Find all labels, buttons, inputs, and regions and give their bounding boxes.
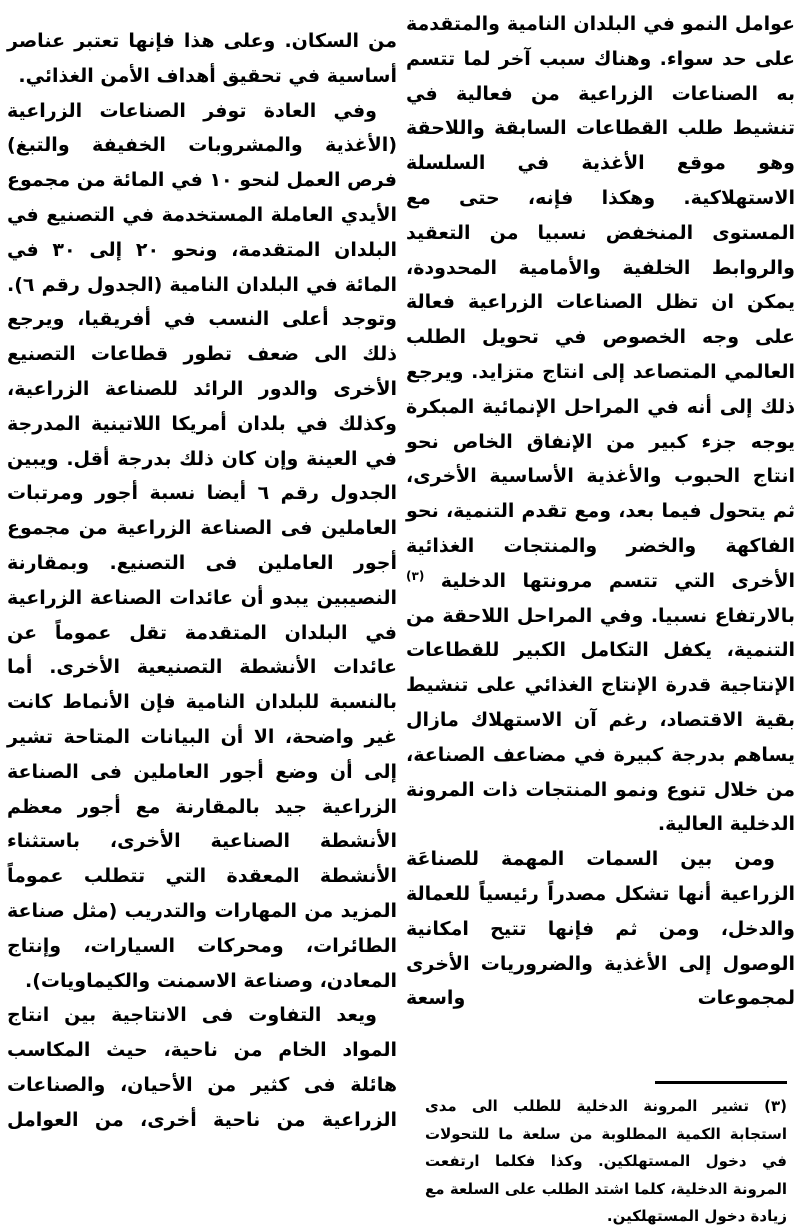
footnote-reference: (٣)	[406, 568, 425, 583]
body-paragraph: من السكان. وعلى هذا فإنها تعتبر عناصر أساسية في تحقيق أهداف الأمن الغذائي.	[7, 30, 397, 87]
footnote-text: تشير المرونة الدخلية للطلب الى مدى استجابة الكمية المطلوبة من سلعة ما للتحولات في دخول المستهلكين. وكذا فكلما ارتفعت المرونة الدخلية، كلما اشتد الطلب على السلعة مع زيادة دخول المستهلكين.	[425, 1097, 787, 1225]
footnote-marker: (٣)	[764, 1097, 787, 1115]
footnote-separator	[655, 1081, 787, 1084]
body-paragraph: ومن بين السمات المهمة للصناعَة الزراعية أنها تشكل مصدراً رئيسياً للعمالة والدخل، ومن ثم فإنها تتيح امكانية الوصول إلى الأغذية والضروريات الأخرى لمجموعات واسعة	[406, 848, 795, 1010]
text-column-left	[7, 24, 397, 1138]
paragraph-text: بالارتفاع نسبيا. وفي المراحل اللاحقة من التنمية، يكفل التكامل الكبير للقطاعات الإنتاجية قدرة الإنتاج الغذائي على تنشيط بقية الاقتصاد، رغم آن الاستهلاك مازال يساهم بدرجة كبيرة في مضاعف الصناعة، من خلال تنوع ونمو المنتجات ذات المرونة الدخلية العالية.	[406, 604, 795, 836]
footnote-block	[425, 1081, 787, 1231]
body-paragraph: وفي العادة توفر الصناعات الزراعية (الأغذية والمشروبات الخفيفة والتبغ) فرص العمل لنحو ١٠ في المائة من مجموع الأيدي العاملة المستخدمة في التصنيع في البلدان المتقدمة، ونحو ٢٠ إلى ٣٠ في المائة في البلدان النامية (الجدول رقم ٦). وتوجد أعلى النسب في أفريقيا، ويرجع ذلك الى ضعف تطور قطاعات التصنيع الأخرى والدور الرائد للصناعة الزراعية، وكذلك في بلدان أمريكا اللاتينية المدرجة في العينة وإن كان ذلك بدرجة أقل. ويبين الجدول رقم ٦ أيضا نسبة أجور ومرتبات العاملين فى الصناعة الزراعية من مجموع أجور العاملين فى التصنيع. وبمقارنة النصيبين يبدو أن عائدات الصناعة الزراعية في البلدان المتقدمة تقل عموماً عن عائدات الأنشطة التصنيعية الأخرى. أما بالنسبة للبلدان النامية فإن الأنماط كانت غير واضحة، الا أن البيانات المتاحة تشير إلى أن وضع أجور العاملين فى الصناعة الزراعية جيد بالمقارنة مع أجور معظم الأنشطة الصناعية الأخرى، باستثناء الأنشطة المعقدة التي تتطلب عموماً المزيد من المهارات والتدريب (مثل صناعة الطائرات، ومحركات السيارات، وإنتاج المعادن، وصناعة الاسمنت والكيماويات).	[7, 99, 398, 992]
body-paragraph	[406, 7, 795, 842]
text-column-right	[406, 7, 795, 1225]
footnote	[425, 1093, 787, 1231]
body-paragraph: ويعد التفاوت فى الانتاجية بين انتاج المواد الخام من ناحية، حيث المكاسب هائلة فى كثير من الأحيان، والصناعات الزراعية من ناحية أخرى، من العوامل	[7, 1004, 397, 1131]
paragraph-text: عوامل النمو في البلدان النامية والمتقدمة على حد سواء. وهناك سبب آخر لما تتسم به الصناعات الزراعية من فعالية في تنشيط طلب القطاعات السابقة واللاحقة وهو موقع الأغذية في السلسلة الاستهلاكية. وهكذا فإنه، حتى مع المستوى المنخفض نسبيا من التعقيد والروابط الخلفية والأمامية المحدودة، يمكن ان تظل الصناعات الزراعية فعالة على وجه الخصوص في تحويل الطلب العالمي المتصاعد إلى انتاج متزايد. ويرجع ذلك إلى أنه في المراحل الإنمائية المبكرة يوجه جزء كبير من الإنفاق الخاص نحو انتاج الحبوب والأغذية الأساسية الأخرى، ثم يتحول فيما بعد، ومع تقدم التنمية، نحو الفاكهة والخضر والمنتجات الغذائية الأخرى التي تتسم مرونتها الدخلية	[406, 13, 795, 592]
